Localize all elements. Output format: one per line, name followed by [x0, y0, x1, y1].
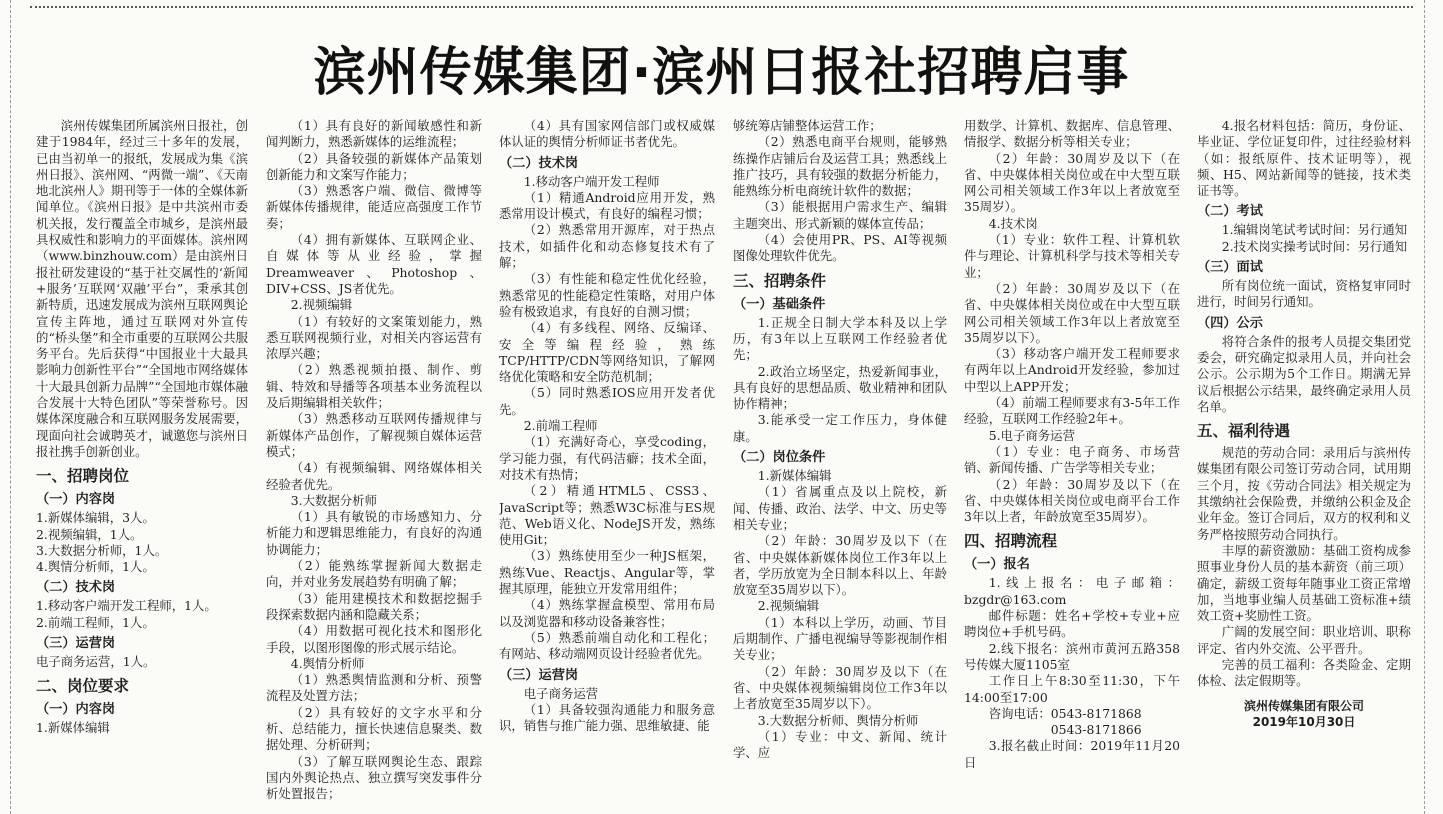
- paragraph: （5）熟悉前端自动化和工程化；有网站、移动端网页设计经验者优先。: [499, 629, 715, 662]
- paragraph: 2.前端工程师: [523, 418, 598, 434]
- paragraph: （3）移动客户端开发工程师要求有两年以上Android开发经验，参加过中型以上APP开发；: [964, 346, 1180, 394]
- paragraph: 用数学、计算机、数据库、信息管理、情报学、数据分析等相关专业；: [964, 118, 1180, 150]
- signature-date: 2019年10月30日: [1252, 714, 1356, 729]
- paragraph: （2）年龄：30周岁及以下（在省、中央媒体相关岗位或在中大型互联网公司相关领域工作3年以上者放宽至35周岁）。: [964, 150, 1180, 215]
- paragraph: （2）年龄：30周岁及以下（在省、中央媒体视频编辑岗位工作3年以上者放宽至35周岁以下）。: [733, 663, 947, 712]
- paragraph: 1.正规全日制大学本科及以上学历，有3年以上互联网工作经验者优先；: [733, 314, 947, 363]
- paragraph: 4.舆情分析师: [290, 655, 365, 671]
- paragraph: 规范的劳动合同：录用后与滨州传媒集团有限公司签订劳动合同，试用期三个月，按《劳动合同法》相关规定为其缴纳社会保险费，并缴纳公积金及企业年金。签订合同后，双方的权利和义务严格按照劳动合同执行。: [1197, 445, 1411, 542]
- paragraph: 3.大数据分析师，1人。: [36, 542, 168, 558]
- subsection-heading: （一）报名: [964, 557, 1030, 573]
- subsection-heading: （三）面试: [1197, 260, 1263, 276]
- page-title: 滨州传媒集团·滨州日报社招聘启事: [313, 43, 1130, 103]
- paragraph: 4.舆情分析师，1人。: [36, 559, 155, 575]
- paragraph: 丰厚的薪资激励：基础工资构成参照事业身份人员的基本薪资（前三项）确定，薪级工资每年随事业工资正常增加，当地事业编人员基础工资标准+绩效工资+奖励性工资。: [1197, 542, 1411, 624]
- column-6: [1197, 118, 1411, 814]
- paragraph: （4）熟练掌握盒模型、常用布局以及浏览器和移动设备兼容性；: [499, 597, 715, 629]
- paragraph: 2.视频编辑，1人。: [36, 526, 143, 542]
- paragraph: （1）充满好奇心，享受coding，学习能力强，有代码洁癖；技术全面，对技术有热情；: [499, 434, 715, 482]
- paragraph: （3）了解互联网舆论生态、跟踪国内外舆论热点、独立撰写突发事件分析处置报告；: [266, 753, 482, 802]
- paragraph: 0543-8171866: [988, 722, 1142, 738]
- paragraph: （4）用数据可视化技术和图形化手段，以图形图像的形式展示结论。: [266, 623, 482, 655]
- subsection-heading: （四）公示: [1197, 315, 1263, 331]
- paragraph: 3.能承受一定工作压力，身体健康。: [733, 412, 947, 444]
- paragraph: （2）熟悉电商平台规则，能够熟练操作店铺后台及运营工具；熟悉线上推广技巧，具有较强的数据分析能力，能熟练分析电商统计软件的数据；: [733, 134, 947, 199]
- paragraph: （4）会使用PR、PS、AI等视频图像处理软件优先。: [733, 232, 947, 264]
- paragraph: 1.移动客户端开发工程师，1人。: [36, 598, 217, 614]
- subsection-heading: （一）内容岗: [36, 492, 116, 508]
- paragraph: 邮件标题：姓名+学校+专业+应聘岗位+手机号码。: [964, 608, 1180, 640]
- paragraph: （4）有视频编辑、网络媒体相关经验者优先。: [266, 460, 482, 492]
- paragraph: 1.新媒体编辑: [36, 720, 110, 736]
- paragraph: 2.视频编辑: [757, 598, 820, 614]
- paragraph: 2.政治立场坚定，热爱新闻事业，具有良好的思想品质、敬业精神和团队协作精神；: [733, 363, 947, 412]
- paragraph: （4）前端工程师要求有3-5年工作经验，互联网工作经验2年+。: [964, 395, 1180, 427]
- paragraph: （3）能用建模技术和数据挖掘手段探索数据内涵和隐藏关系；: [266, 590, 482, 622]
- paragraph: （1）本科以上学历，动画、节目后期制作、广播电视编导等影视制作相关专业；: [733, 614, 947, 663]
- paragraph: （1）具有良好的新闻敏感性和新闻判断力，熟悉新媒体的运维流程；: [266, 118, 482, 150]
- subsection-heading: （二）考试: [1197, 204, 1263, 220]
- subsection-heading: （二）岗位条件: [733, 450, 826, 466]
- paragraph: 工作日上午8:30至11:30，下午14:00至17:00: [964, 673, 1180, 705]
- section-heading: 五、福利待遇: [1197, 422, 1291, 441]
- paragraph: （1）专业：软件工程、计算机软件与理论、计算机科学与技术等相关专业；: [964, 232, 1180, 280]
- paragraph: （2）精通HTML5、CSS3、JavaScript等；熟悉W3C标准与ES规范、Web语义化、NodeJS开发，熟练使用Git；: [499, 483, 715, 548]
- paragraph: 2.前端工程师，1人。: [36, 614, 155, 630]
- column-4: [733, 118, 947, 814]
- section-heading: 三、招聘条件: [733, 271, 827, 290]
- paragraph: （1）有较好的文案策划能力，熟悉互联网视频行业，对相关内容运营有浓厚兴趣；: [266, 313, 482, 362]
- paragraph: 滨州传媒集团所属滨州日报社，创建于1984年，经过三十多年的发展，已由当初单一的报纸，发展成为集《滨州日报》、滨州网、“两微一端”、《天南地北滨州人》期刊等于一体的全媒体新闻单位。《滨州日报》是中共滨州市委机关报，发行覆盖全市城乡，是滨州最具权威性和影响力的平面媒体。滨州网（www.binzhouw.com）是由滨州日报社研发建设的“基于社交属性的‘新闻+服务’互联网‘双融’平台”，秉承其创新特质，迅速发展成为滨州互联网舆论宣传主阵地，通过互联网对外宣传的“桥头堡”和全市重要的互联网公共服务平台。先后获得“中国报业十大最具影响力创新性平台”“全国地市网络媒体十大最具创新力品牌”“全国地市媒体融合发展十大特色团队”等荣誉称号。因媒体深度融合和互联网服务发展需要，现面向社会诚聘英才，诚邀您与滨州日报社携手创新创业。: [36, 118, 248, 459]
- paragraph: （3）有性能和稳定性优化经验，熟悉常见的性能稳定性策略，对用户体验有极致追求，有良好的自测习惯；: [499, 271, 715, 319]
- paragraph: 完善的员工福利：各类险金、定期体检、法定假期等。: [1197, 657, 1411, 689]
- section-heading: 四、招聘流程: [964, 532, 1058, 551]
- paragraph: 1.编辑岗笔试考试时间：另行通知: [1221, 222, 1408, 238]
- paragraph: 1.线上报名：电子邮箱：bzgdr@163.com: [964, 575, 1180, 607]
- paragraph: 3.大数据分析师、舆情分析师: [757, 712, 919, 728]
- paragraph: 1.移动客户端开发工程师: [523, 173, 660, 189]
- paragraph: （1）精通Android应用开发，熟悉常用设计模式，有良好的编程习惯；: [499, 189, 715, 222]
- paragraph: 4.报名材料包括：简历，身份证、毕业证、学位证复印件，过往经验材料（如：报纸原件、技术证明等），视频、H5、网站新闻等的链接，技术类证书等。: [1197, 118, 1411, 199]
- paragraph: （2）具备较强的新媒体产品策划创新能力和文案写作能力；: [266, 150, 482, 182]
- paragraph: 1.新媒体编辑，3人。: [36, 510, 155, 526]
- paragraph: 够统筹店铺整体运营工作；: [733, 118, 882, 133]
- section-heading: 二、岗位要求: [36, 677, 130, 696]
- paragraph: （2）熟悉常用开源库，对于热点技术，如插件化和动态修复技术有了解；: [499, 222, 715, 271]
- subsection-heading: （二）技术岗: [499, 155, 579, 171]
- column-1: [36, 118, 248, 814]
- paragraph: 2.技术岗实操考试时间：另行通知: [1221, 238, 1408, 254]
- paragraph: 咨询电话：0543-8171868: [988, 705, 1142, 721]
- paragraph: 4.技术岗: [988, 215, 1038, 231]
- subsection-heading: （二）技术岗: [36, 580, 116, 596]
- paragraph: 2.视频编辑: [290, 297, 353, 313]
- paragraph: 2.线下报名：滨州市黄河五路358号传媒大厦1105室: [964, 640, 1180, 672]
- paragraph: （1）专业：电子商务、市场营销、新闻传播、广告学等相关专业；: [964, 443, 1180, 476]
- paragraph: （2）熟悉视频拍摄、制作、剪辑、特效和导播等各项基本业务流程以及后期编辑相关软件；: [266, 362, 482, 411]
- paragraph: （3）能根据用户需求生产、编辑主题突出、形式新颖的媒体宣传品；: [733, 199, 947, 231]
- paragraph: （1）省属重点及以上院校，新闻、传播、政治、法学、中文、历史等相关专业；: [733, 484, 947, 532]
- paragraph: （2）能熟练掌握新闻大数据走向，并对业务发展趋势有明确了解；: [266, 558, 482, 590]
- subsection-heading: （三）运营岗: [36, 636, 116, 652]
- top-dotted-rule: [30, 6, 1413, 8]
- paragraph: （1）具有敏锐的市场感知力、分析能力和逻辑思维能力，有良好的沟通协调能力；: [266, 509, 482, 557]
- paragraph: （3）熟练使用至少一种JS框架，熟练Vue、Reactjs、Angular等，掌握其原理，能独立开发常用组件；: [499, 548, 715, 597]
- paragraph: 广阔的发展空间：职业培训、职称评定、省内外交流、公平晋升。: [1197, 624, 1411, 656]
- paragraph: 3.报名截止时间：2019年11月20日: [964, 738, 1180, 770]
- subsection-heading: （一）基础条件: [733, 296, 826, 312]
- paragraph: （2）年龄：30周岁及以下（在省、中央媒体相关岗位或电商平台工作3年以上者，年龄放宽至35周岁）。: [964, 476, 1180, 525]
- paragraph: （4）有多线程、网络、反编译、安全等编程经验，熟练TCP/HTTP/CDN等网络知识，了解网络优化策略和安全防范机制；: [499, 320, 715, 385]
- subsection-heading: （一）内容岗: [36, 702, 116, 718]
- paragraph: （2）年龄：30周岁及以下（在省、中央媒体相关岗位或在中大型互联网公司相关领域工作3年以上者放宽至35周岁以下）。: [964, 280, 1180, 345]
- column-5: [964, 118, 1180, 814]
- paragraph: （3）熟悉客户端、微信、微博等新媒体传播规律，能适应高强度工作节奏；: [266, 183, 482, 231]
- paragraph: 1.新媒体编辑: [757, 468, 832, 484]
- section-heading: 一、招聘岗位: [36, 467, 130, 486]
- left-border: [10, 0, 11, 814]
- paragraph: 5.电子商务运营: [988, 427, 1075, 443]
- paragraph: （4）拥有新媒体、互联网企业、自媒体等从业经验，掌握Dreamweaver、Photoshop、DIV+CSS、JS者优先。: [266, 232, 482, 296]
- signature-company: 滨州传媒集团有限公司: [1243, 698, 1364, 713]
- paragraph: （2）具有较好的文字水平和分析、总结能力，擅长快速信息聚类、数据处理、分析研判；: [266, 704, 482, 753]
- paragraph: 所有岗位统一面试，资格复审同时进行，时间另行通知。: [1197, 278, 1411, 310]
- column-2: [266, 118, 482, 814]
- paragraph: 电子商务运营，1人。: [36, 654, 156, 670]
- paragraph: 将符合条件的报考人员提交集团党委会，研究确定拟录用人员，并向社会公示。公示期为5个工作日。期满无异议后根据公示结果，最终确定录用人员名单。: [1197, 333, 1411, 414]
- paragraph: （1）专业：中文、新闻、统计学、应: [733, 728, 947, 761]
- paragraph: 3.大数据分析师: [290, 492, 377, 508]
- paragraph: （1）具备较强沟通能力和服务意识，销售与推广能力强、思维敏捷、能: [499, 701, 715, 734]
- paragraph: （5）同时熟悉IOS应用开发者优先。: [499, 385, 715, 417]
- paragraph: （1）熟悉舆情监测和分析、预警流程及处置方法；: [266, 672, 482, 704]
- paragraph: 电子商务运营: [523, 685, 599, 701]
- subsection-heading: （三）运营岗: [499, 667, 579, 683]
- column-3: [499, 118, 715, 814]
- paragraph: （2）年龄：30周岁及以下（在省、中央媒体新媒体岗位工作3年以上者，学历放宽为全日制本科以上、年龄放宽至35周岁以下）。: [733, 533, 947, 598]
- paragraph: （3）熟悉移动互联网传播规律与新媒体产品创作，了解视频自媒体运营模式；: [266, 411, 482, 459]
- right-border: [1424, 0, 1425, 814]
- paragraph: （4）具有国家网信部门或权威媒体认证的舆情分析师证书者优先。: [499, 118, 715, 150]
